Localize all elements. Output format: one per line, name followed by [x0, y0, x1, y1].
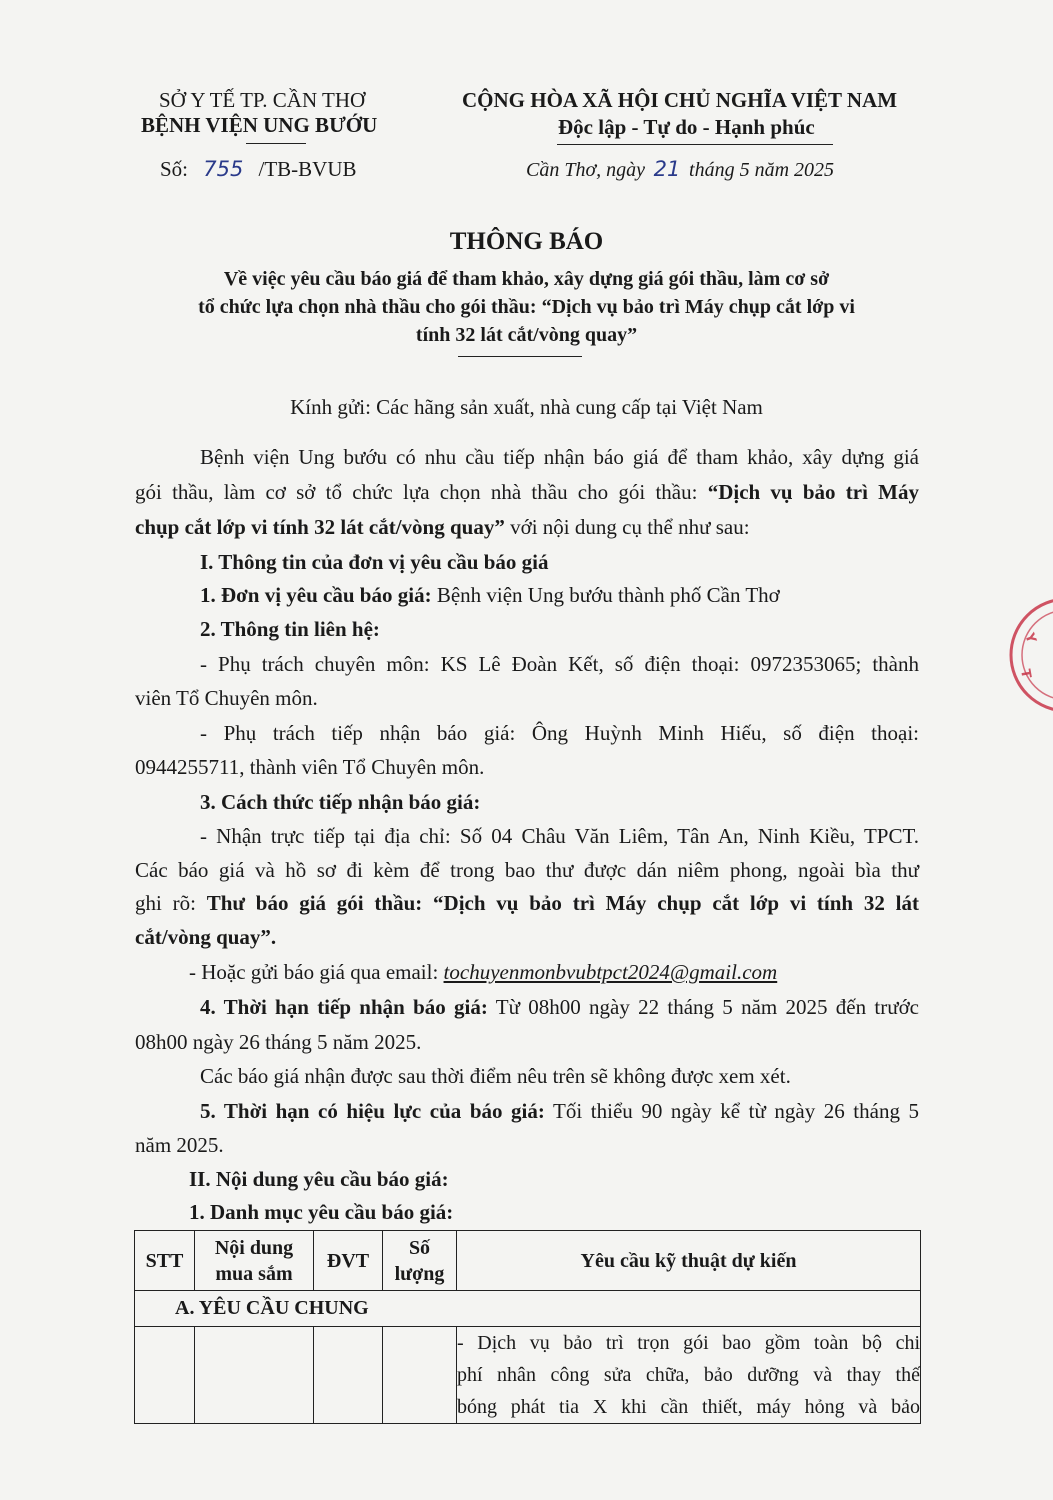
section-1-2-heading: 2. Thông tin liên hệ:	[200, 617, 380, 641]
email-link[interactable]: tochuyenmonbvubtpct2024@gmail.com	[443, 960, 778, 984]
doc-date: Cần Thơ, ngày 21 tháng 5 năm 2025	[526, 157, 835, 181]
cell-qty	[383, 1327, 457, 1424]
cell-requirements: - Dịch vụ bảo trì trọn gói bao gồm toàn bộ chi phí nhân công sửa chữa, bảo dưỡng và thay thế bóng phát tia X khi cần thiết, máy hỏng và bảo	[457, 1327, 921, 1424]
svg-text:T: T	[1017, 668, 1034, 680]
col-header-content: Nội dung mua sắm	[195, 1231, 314, 1291]
receive-line2: Các báo giá và hồ sơ đi kèm để trong bao thư được dán niêm phong, ngoài bìa thư	[135, 858, 919, 882]
header-left-underline	[246, 143, 306, 144]
deadline-line2: 08h00 ngày 26 tháng 5 năm 2025.	[135, 1030, 422, 1054]
request-table	[134, 1230, 921, 1424]
intro-line3: chụp cắt lớp vi tính 32 lát cắt/vòng quay” với nội dung cụ thể như sau:	[135, 515, 750, 539]
col-header-stt: STT	[135, 1231, 195, 1291]
section-1-1: 1. Đơn vị yêu cầu báo giá: Bệnh viện Ung bướu thành phố Cần Thơ	[200, 583, 780, 607]
table-header-row	[135, 1231, 921, 1291]
cell-unit	[314, 1327, 383, 1424]
contact-line2: viên Tổ Chuyên môn.	[135, 686, 318, 710]
section-2-1-heading: 1. Danh mục yêu cầu báo giá:	[189, 1200, 454, 1224]
section-1-4: 4. Thời hạn tiếp nhận báo giá: Từ 08h00 ngày 22 tháng 5 năm 2025 đến trước	[200, 995, 919, 1019]
date-day-handwritten: 21	[653, 157, 681, 181]
motto: Độc lập - Tự do - Hạnh phúc	[558, 115, 815, 139]
validity-line2: năm 2025.	[135, 1133, 224, 1157]
section-2-heading: II. Nội dung yêu cầu báo giá:	[189, 1167, 449, 1191]
receive-email-line: - Hoặc gửi báo giá qua email: tochuyenmonbvubtpct2024@gmail.com	[189, 960, 778, 984]
cell-content	[195, 1327, 314, 1424]
col-header-qty: Số lượng	[383, 1231, 457, 1291]
notice-subtitle-line3: tính 32 lát cắt/vòng quay”	[415, 324, 638, 346]
doc-number-handwritten: 755	[203, 157, 244, 181]
motto-underline	[557, 144, 833, 145]
doc-number: Số: 755 /TB-BVUB	[160, 157, 357, 181]
receive-line4: cắt/vòng quay”.	[135, 925, 277, 949]
recipient: Kính gửi: Các hãng sản xuất, nhà cung cấp tại Việt Nam	[290, 395, 763, 419]
official-seal-stamp	[1005, 590, 1053, 720]
section-1-heading: I. Thông tin của đơn vị yêu cầu báo giá	[200, 550, 549, 574]
receive-line3: ghi rõ: Thư báo giá gói thầu: “Dịch vụ bảo trì Máy chụp cắt lớp vi tính 32 lát	[135, 891, 919, 915]
contact-line3: - Phụ trách tiếp nhận báo giá: Ông Huỳnh Minh Hiếu, số điện thoại:	[200, 721, 919, 745]
hospital-name: BỆNH VIỆN UNG BƯỚU	[141, 113, 378, 137]
intro-line1: Bệnh viện Ung bướu có nhu cầu tiếp nhận báo giá để tham khảo, xây dựng giá	[200, 445, 919, 469]
section-1-5: 5. Thời hạn có hiệu lực của báo giá: Tối thiểu 90 ngày kể từ ngày 26 tháng 5	[200, 1099, 920, 1123]
dept-name: SỞ Y TẾ TP. CẦN THƠ	[159, 88, 366, 112]
contact-line4: 0944255711, thành viên Tổ Chuyên môn.	[135, 755, 485, 779]
section-a-label: A. YÊU CẦU CHUNG	[135, 1291, 921, 1327]
svg-text:Y: Y	[1021, 631, 1039, 646]
contact-line1: - Phụ trách chuyên môn: KS Lê Đoàn Kết, số điện thoại: 0972353065; thành	[200, 652, 919, 676]
intro-line2: gói thầu, làm cơ sở tổ chức lựa chọn nhà thầu cho gói thầu: “Dịch vụ bảo trì Máy	[135, 480, 919, 504]
notice-subtitle-line1: Về việc yêu cầu báo giá để tham khảo, xây dựng giá gói thầu, làm cơ sở	[223, 268, 830, 290]
table-section-row	[135, 1291, 921, 1327]
table-row	[135, 1327, 921, 1424]
col-header-requirements: Yêu cầu kỹ thuật dự kiến	[457, 1231, 921, 1291]
notice-title: THÔNG BÁO	[449, 228, 604, 255]
receive-line1: - Nhận trực tiếp tại địa chỉ: Số 04 Châu Văn Liêm, Tân An, Ninh Kiều, TPCT.	[200, 824, 919, 848]
cell-stt	[135, 1327, 195, 1424]
section-1-3-heading: 3. Cách thức tiếp nhận báo giá:	[200, 790, 481, 814]
col-header-unit: ĐVT	[314, 1231, 383, 1291]
deadline-line3: Các báo giá nhận được sau thời điểm nêu trên sẽ không được xem xét.	[200, 1064, 791, 1088]
notice-subtitle-line2: tổ chức lựa chọn nhà thầu cho gói thầu: “Dịch vụ bảo trì Máy chụp cắt lớp vi	[198, 296, 855, 318]
country-name: CỘNG HÒA XÃ HỘI CHỦ NGHĨA VIỆT NAM	[462, 88, 898, 112]
title-underline	[458, 356, 582, 357]
